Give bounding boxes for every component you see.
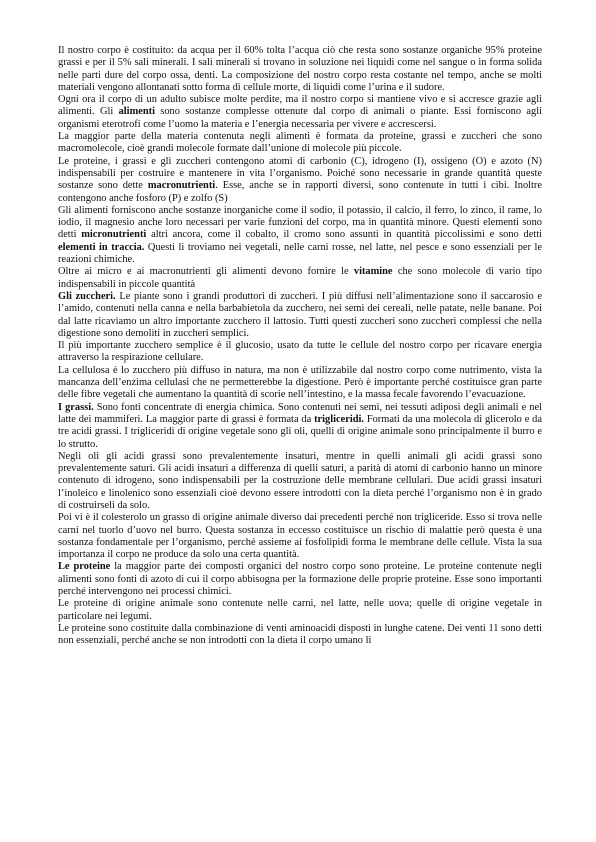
paragraph: I grassi. Sono fonti concentrate di energia chimica. Sono contenuti nei semi, nei tessuti adiposi degli animali e nel latte dei mammiferi. La maggior parte di grassi è formata da trigliceridi. Formati da una molecola di glicerolo e da tre acidi grassi. I trigliceridi di origine vegetale sono gli oli, quelli di origine animale sono principalmente il burro e lo strutto. (58, 401, 543, 450)
paragraph: Gli alimenti forniscono anche sostanze inorganiche come il sodio, il potassio, il calcio, il ferro, lo zinco, il rame, lo iodio, il magnesio anche loro necessari per varie funzioni del corpo, ma in quantità minore. Questi elementi sono detti micronutrienti altri ancora, come il cobalto, il cromo sono assunti in quantità piccolissimi e sono detti elementi in traccia. Questi li troviamo nei vegetali, nelle carni rosse, nel latte, nel pesce e sono essenziali per le reazioni chimiche. (58, 204, 542, 266)
paragraph: La cellulosa è lo zucchero più diffuso in natura, ma non è utilizzabile dal nostro corpo come nutrimento, vista la mancanza dell’enzima cellulasi che ne permetterebbe la digestione. Però è importante perché costituisce gran parte delle fibre vegetali che aumentano la quantità di scorie nell’intestino, e la massa fecale favorendo l’evacuazione. (58, 364, 542, 401)
bold-term: elementi in traccia. (58, 241, 145, 253)
paragraph: La maggior parte della materia contenuta negli alimenti è formata da proteine, grassi e zuccheri che sono macromolecole, cioè grandi molecole formate dall’unione di molecole più piccole. (58, 131, 542, 155)
document-body (58, 45, 542, 648)
bold-term: macronutrienti (147, 180, 216, 192)
paragraph: Il più importante zucchero semplice è il glucosio, usato da tutte le cellule del nostro corpo per ricavare energia attraverso la respirazione cellulare. (58, 340, 542, 364)
section-heading: Gli zuccheri. (58, 290, 116, 302)
bold-term: trigliceridi. (314, 413, 364, 425)
section-heading: Le proteine (58, 561, 111, 573)
paragraph: Le proteine la maggior parte dei composti organici del nostro corpo sono proteine. Le proteine contenute negli alimenti sono fonti di azoto di cui il corpo abbisogna per la formazione delle proprie proteine. Esse sono importanti perché intervengono nei processi chimici. (58, 561, 543, 598)
paragraph: Le proteine, i grassi e gli zuccheri contengono atomi di carbonio (C), idrogeno (I), ossigeno (O) e azoto (N) indispensabili per costruire e mantenere in vita l’organismo. Poiché sono necessarie in grande quantità queste sostanze sono dette macronutrienti. Esse, anche se in rapporti diversi, sono contenute in tutti i cibi. Inoltre contengono anche fosforo (P) e zolfo (S) (58, 155, 542, 204)
section-heading: I grassi. (58, 401, 94, 413)
paragraph: Gli zuccheri. Le piante sono i grandi produttori di zuccheri. I più diffusi nell’alimentazione sono il saccarosio e l’amido, contenuti nella canna e nella barbabietola da zucchero, nei semi dei cereali, nelle patate, nelle banane. Poi dal latte ricaviamo un altro importante zucchero il lattosio. Tutti questi zuccheri sono zuccheri complessi che nella digestione sono demoliti in zuccheri semplici. (58, 290, 542, 339)
bold-term: alimenti (118, 106, 155, 118)
paragraph: Negli oli gli acidi grassi sono prevalentemente insaturi, mentre in quelli animali gli acidi grassi sono prevalentemente saturi. Gli acidi insaturi a differenza di quelli saturi, a parità di atomi di carbonio hanno un minore contenuto di idrogeno, sono indispensabili per la costruzione delle membrane cellulari. Due acidi grassi insaturi l’inoleico e linolenico sono essenziali cioè devono essere introdotti con la dieta perché l’organismo non è in grado di costruirseli da solo. (58, 450, 542, 511)
paragraph: Ogni ora il corpo di un adulto subisce molte perdite, ma il nostro corpo si mantiene vivo e si accresce grazie agli alimenti. Gli alimenti sono sostanze complesse ottenute dal corpo di animali o piante. Essi forniscono agli organismi eterotrofi come l’uomo la materia e l’energia necessaria per vivere e accrescersi. (58, 94, 542, 130)
paragraph: Il nostro corpo è costituito: da acqua per il 60% tolta l’acqua ciò che resta sono sostanze organiche 95% proteine grassi e per il 5% sali minerali. I sali minerali si trovano in soluzione nei liquidi come nel sangue o in forma solida nelle parti dure del corpo ossa, denti. La composizione del nostro corpo resta costante nel tempo, anche se molti materiali vengono allontanati sotto forma di cellule morte, di liquidi come l’urina e il sudore. (58, 45, 542, 93)
paragraph: Oltre ai micro e ai macronutrienti gli alimenti devono fornire le vitamine che sono molecole di vario tipo indispensabili in piccole quantità (58, 266, 542, 290)
bold-term: micronutrienti (81, 229, 147, 241)
paragraph: Le proteine sono costituite dalla combinazione di venti aminoacidi disposti in lunghe catene. Dei venti 11 sono detti non essenziali, perché anche se non introdotti con la dieta il corpo umano li (58, 622, 542, 647)
bold-term: vitamine (353, 266, 393, 278)
paragraph: Poi vi è il colesterolo un grasso di origine animale diverso dai precedenti perché non trigliceride. Esso si trova nelle carni nel tuorlo d’uovo nel burro. Questa sostanza in eccesso costituisce un rischio di malattie però questa è una sostanza fondamentale per l’organismo, perché assieme ai fosfolipidi forma le membrane delle cellule. Vista la sua importanza il corpo ne produce da solo una certa quantità. (58, 512, 542, 561)
paragraph: Le proteine di origine animale sono contenute nelle carni, nel latte, nelle uova; quelle di origine vegetale in particolare nei legumi. (58, 598, 542, 622)
